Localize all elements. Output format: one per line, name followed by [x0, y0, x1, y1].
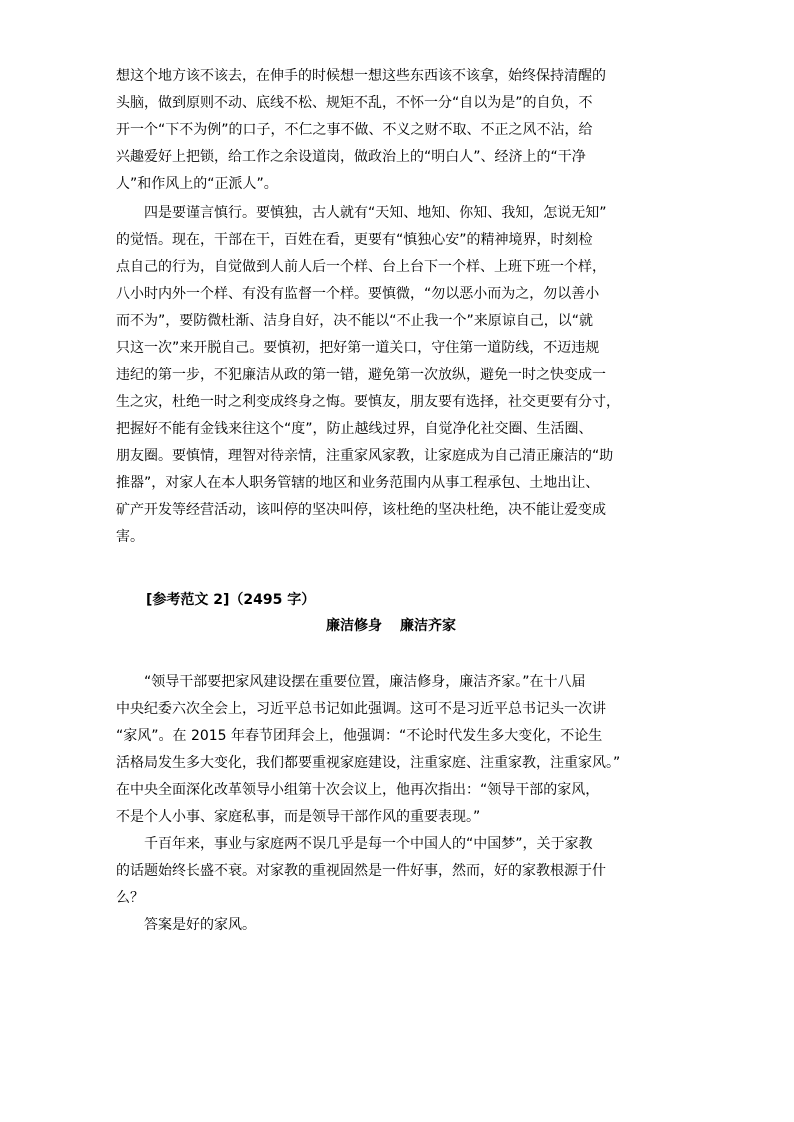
paragraph-line: 在中央全面深化改革领导小组第十次会议上，他再次指出：“领导干部的家风，: [116, 782, 600, 798]
paragraph-line: 违纪的第一步，不犯廉洁从政的第一错，避免第一次放纵，避免一时之快变成一: [116, 367, 606, 383]
paragraph-line: 害。: [116, 529, 144, 545]
title-part: 廉洁齐家: [400, 618, 456, 634]
paragraph-line: 而不为”，要防微杜渐、洁身自好，决不能以“不止我一个”来原谅自己，以“就: [116, 313, 594, 329]
paragraph-line: 朋友圈。要慎情，理智对待亲情，注重家风家教，让家庭成为自己清正廉洁的“助: [116, 448, 614, 464]
paragraph-line: 推器”，对家人在本人职务管辖的地区和业务范围内从事工程承包、土地出让、: [116, 475, 600, 491]
paragraph-line: 中央纪委六次全会上，习近平总书记如此强调。这可不是习近平总书记头一次讲: [116, 701, 606, 717]
paragraph-line: 人”和作风上的“正派人”。: [116, 176, 278, 192]
paragraph-line: 想这个地方该不该去，在伸手的时候想一想这些东西该不该拿，始终保持清醒的: [116, 68, 606, 84]
paragraph-line: 么？: [116, 890, 144, 906]
paragraph-line: 八小时内外一个样、有没有监督一个样。要慎微，“勿以恶小而为之，勿以善小: [116, 286, 600, 302]
paragraph-line: 矿产开发等经营活动，该叫停的坚决叫停，该杜绝的坚决杜绝，决不能让爱变成: [116, 502, 606, 518]
paragraph-line: 开一个“下不为例”的口子，不仁之事不做、不义之财不取、不正之风不沾，给: [116, 122, 593, 138]
paragraph-line: 不是个人小事、家庭私事，而是领导干部作风的重要表现。”: [116, 809, 481, 825]
paragraph-line: “家风”。在 2015 年春节团拜会上，他强调：“不论时代发生多大变化，不论生: [116, 728, 603, 744]
paragraph-line: 把握好不能有金钱来往这个“度”，防止越线过界，自觉净化社交圈、生活圈、: [116, 421, 593, 437]
essay-title: [326, 616, 456, 636]
paragraph-line: 头脑，做到原则不动、底线不松、规矩不乱，不怀一分“自以为是”的自负，不: [116, 95, 593, 111]
paragraph-line: 兴趣爱好上把锁，给工作之余设道岗，做政治上的“明白人”、经济上的“干净: [116, 149, 586, 165]
paragraph-line: 只这一次”来开脱自己。要慎初，把好第一道关口，守住第一道防线，不迈违规: [116, 340, 600, 356]
paragraph-line: 的话题始终长盛不衰。对家教的重视固然是一件好事，然而，好的家教根源于什: [116, 863, 606, 879]
paragraph-line: 答案是好的家风。: [144, 917, 256, 933]
paragraph-line: 点自己的行为，自觉做到人前人后一个样、台上台下一个样、上班下班一个样，: [116, 259, 606, 275]
paragraph-line: 四是要谨言慎行。要慎独，古人就有“天知、地知、你知、我知，怎说无知”: [144, 205, 607, 221]
paragraph-line: “领导干部要把家风建设摆在重要位置，廉洁修身，廉洁齐家。”在十八届: [144, 674, 586, 690]
title-part: 廉洁修身: [326, 618, 382, 634]
paragraph-line: 活格局发生多大变化，我们都要重视家庭建设，注重家庭、注重家教，注重家风。”: [116, 755, 621, 771]
paragraph-line: 的觉悟。现在，干部在干，百姓在看，更要有“慎独心安”的精神境界，时刻检: [116, 232, 593, 248]
paragraph-line: 生之灾，杜绝一时之利变成终身之悔。要慎友，朋友要有选择，社交更要有分寸，: [116, 394, 620, 410]
paragraph-line: 千百年来，事业与家庭两不误几乎是每一个中国人的“中国梦”，关于家教: [144, 836, 593, 852]
reference-label: [参考范文 2]（2495 字）: [146, 592, 316, 608]
